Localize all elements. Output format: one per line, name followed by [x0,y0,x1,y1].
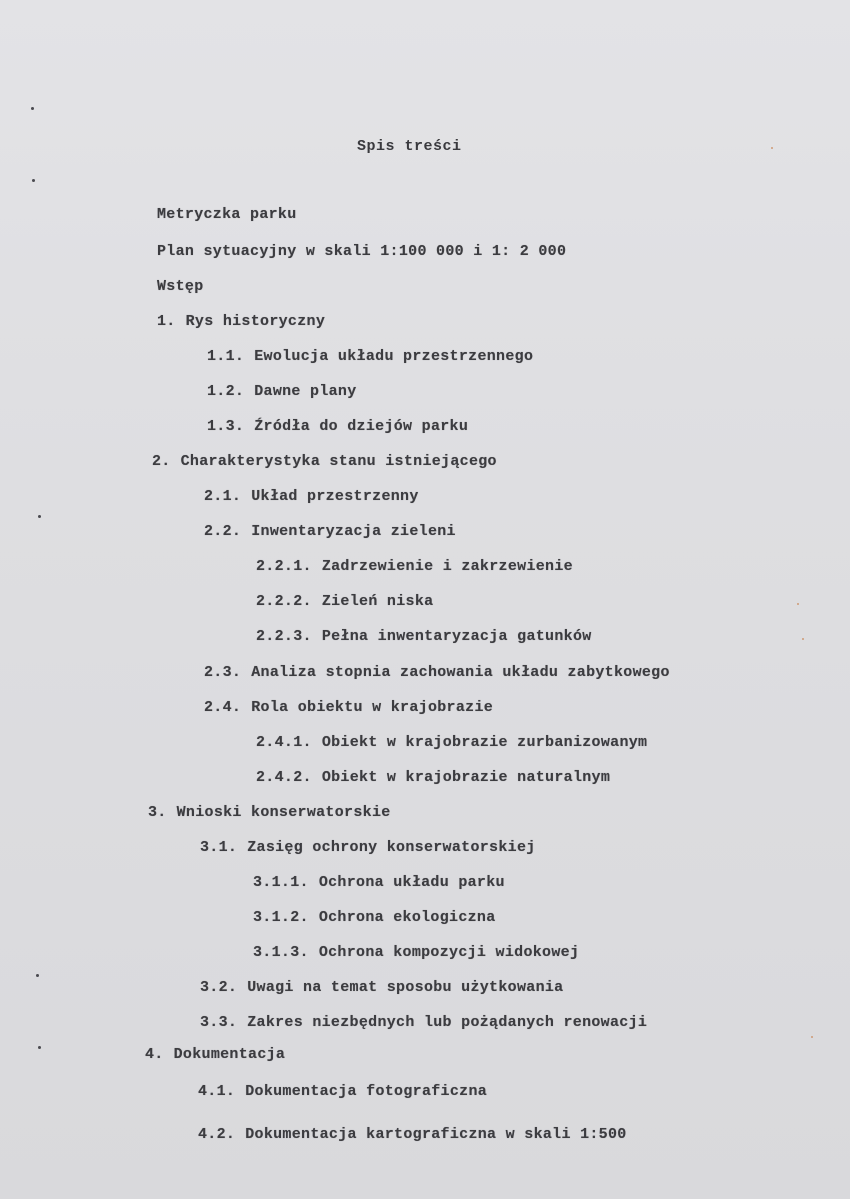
toc-entry-label: Ochrona kompozycji widokowej [318,944,580,961]
binder-mark [38,1046,41,1049]
toc-entry-number: 2.4.2. [256,769,312,786]
toc-entry-number: 4.2. [198,1126,236,1143]
toc-entry-number: 4.1. [198,1083,236,1100]
toc-entry-number: 2.4.1. [256,734,312,751]
binder-mark [36,974,39,977]
paper-speck [797,603,799,605]
toc-entry-label: Metryczka parku [157,206,297,223]
toc-entry-label: Zakres niezbędnych lub pożądanych renowacji [247,1014,648,1031]
toc-entry-label: Wstęp [157,278,204,295]
toc-entry-3-1-3 [253,944,579,961]
toc-entry-label: Rola obiektu w krajobrazie [251,699,494,716]
toc-entry-label: Źródła do dziejów parku [254,418,469,435]
toc-entry-3-1-2 [253,909,496,926]
toc-entry-number: 3.1. [200,839,238,856]
paper-speck [811,1036,813,1038]
toc-entry-2-2-1 [256,558,573,575]
toc-entry-label: Ochrona ekologiczna [318,909,496,926]
toc-entry-3-1 [200,839,536,856]
toc-entry-2-4-2 [256,769,610,786]
toc-entry-number: 3.1.1. [253,874,309,891]
toc-entry-label: Obiekt w krajobrazie zurbanizowanym [321,734,648,751]
toc-entry-number: 2.3. [204,664,242,681]
toc-entry-label: Obiekt w krajobrazie naturalnym [321,769,611,786]
toc-entry-number: 3.1.2. [253,909,309,926]
toc-entry-number: 2.2.1. [256,558,312,575]
toc-entry-2 [152,453,497,470]
toc-entry-label: Charakterystyka stanu istniejącego [180,453,497,470]
toc-entry-number: 2.2. [204,523,242,540]
toc-entry-number: 1. [157,313,176,330]
toc-entry-number: 3.2. [200,979,238,996]
toc-entry-1-3 [207,418,468,435]
toc-entry-label: Rys historyczny [185,313,326,330]
binder-mark [31,107,34,110]
toc-entry-number: 1.1. [207,348,245,365]
toc-entry-label: Plan sytuacyjny w skali 1:100 000 i 1: 2 000 [157,243,567,260]
toc-entry-4-2 [198,1126,627,1143]
toc-entry-4 [145,1046,285,1063]
toc-entry-number: 2.4. [204,699,242,716]
toc-entry-number: 4. [145,1046,164,1063]
paper-speck [771,147,773,149]
toc-entry-label: Układ przestrzenny [251,488,419,505]
toc-entry-number: 2.2.3. [256,628,312,645]
toc-entry-1-1 [207,348,533,365]
toc-entry-label: Dokumentacja kartograficzna w skali 1:500 [245,1126,627,1143]
toc-entry-number: 3.1.3. [253,944,309,961]
toc-entry-label: Dokumentacja [173,1046,286,1063]
toc-entry-1-2 [207,383,357,400]
toc-entry-2-4-1 [256,734,647,751]
toc-entry-2-3 [204,664,670,681]
toc-entry-number: 1.3. [207,418,245,435]
toc-entry-label: Zadrzewienie i zakrzewienie [321,558,573,575]
toc-entry-3-1-1 [253,874,505,891]
toc-entry-number: 1.2. [207,383,245,400]
toc-entry-label: Wnioski konserwatorskie [176,804,391,821]
toc-entry-label: Zieleń niska [321,593,434,610]
toc-entry-label: Analiza stopnia zachowania układu zabytkowego [251,664,670,681]
toc-entry-2-1 [204,488,419,505]
paper-speck [802,638,804,640]
toc-entry-number: 2.2.2. [256,593,312,610]
toc-entry-2-4 [204,699,493,716]
toc-entry-label: Ewolucja układu przestrzennego [254,348,534,365]
toc-entry-label: Pełna inwentaryzacja gatunków [321,628,592,645]
toc-entry-3 [148,804,391,821]
toc-entry-label: Zasięg ochrony konserwatorskiej [247,839,536,856]
toc-entry-number: 3.3. [200,1014,238,1031]
toc-entry-2-2 [204,523,456,540]
page-title: Spis treści [357,138,462,155]
toc-entry-2-2-3 [256,628,592,645]
toc-entry-wstep [157,278,204,295]
binder-mark [32,179,35,182]
binder-mark [38,515,41,518]
toc-entry-label: Dokumentacja fotograficzna [245,1083,488,1100]
toc-entry-label: Dawne plany [254,383,357,400]
toc-entry-number: 3. [148,804,167,821]
toc-entry-1 [157,313,325,330]
toc-entry-2-2-2 [256,593,433,610]
toc-entry-3-2 [200,979,563,996]
toc-entry-number: 2.1. [204,488,242,505]
toc-entry-label: Ochrona układu parku [318,874,505,891]
toc-entry-label: Inwentaryzacja zieleni [251,523,456,540]
toc-entry-3-3 [200,1014,647,1031]
toc-entry-number: 2. [152,453,171,470]
toc-entry-4-1 [198,1083,487,1100]
toc-entry-plan [157,243,566,260]
toc-entry-metryczka [157,206,297,223]
toc-entry-label: Uwagi na temat sposobu użytkowania [247,979,564,996]
